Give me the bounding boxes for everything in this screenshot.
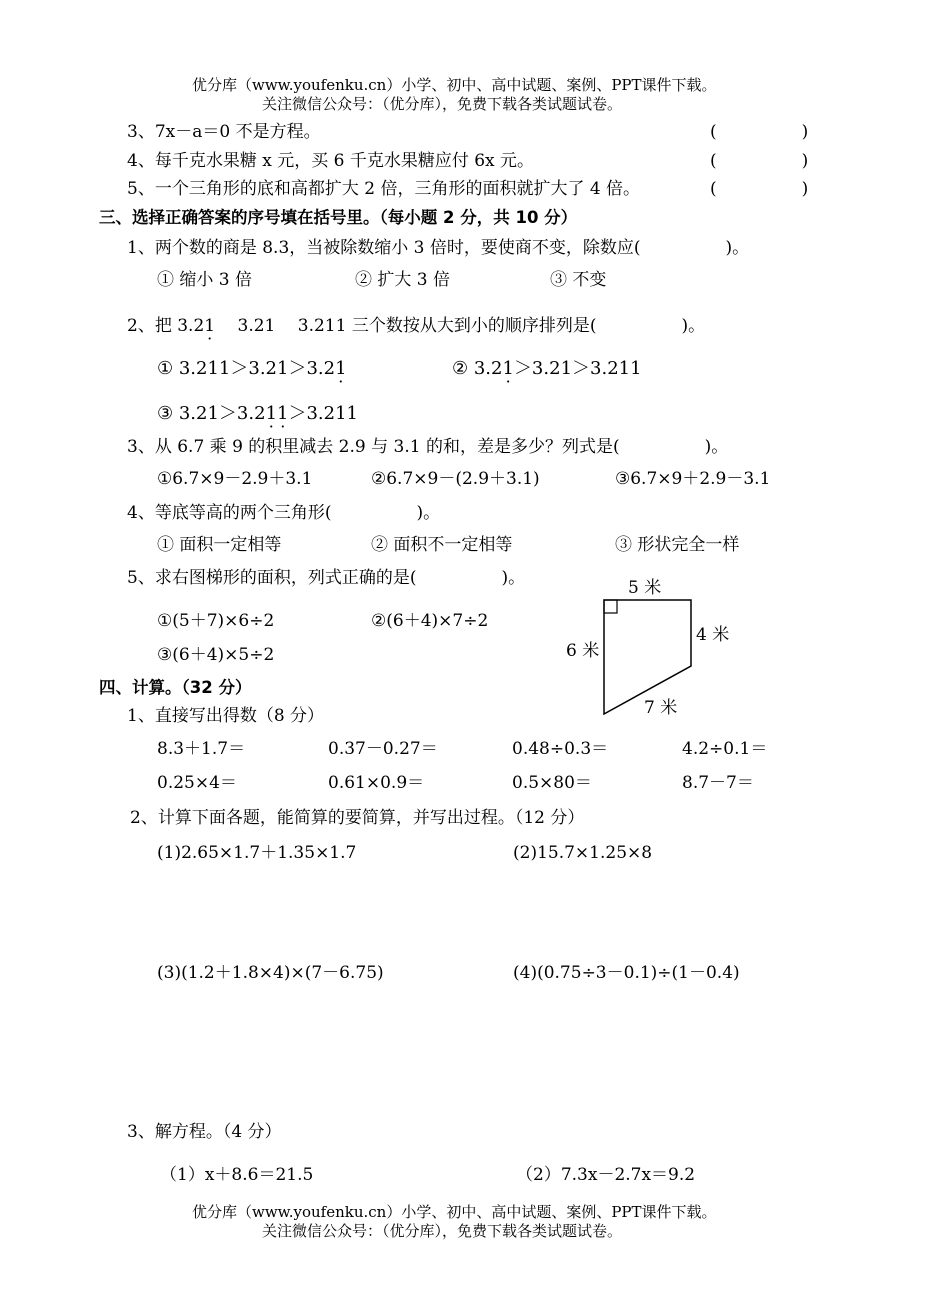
choice-q4-option: ① 面积一定相等 <box>157 535 282 555</box>
calc-item: 8.7－7＝ <box>682 773 754 793</box>
equation: （2）7.3x－2.7x＝9.2 <box>516 1165 696 1185</box>
judge-q4: 4、每千克水果糖 x 元，买 6 千克水果糖应付 6x 元。 <box>127 151 535 171</box>
figure-top-label: 5 米 <box>628 578 662 598</box>
footer-line-1: 优分库（www.youfenku.cn）小学、初中、高中试题、案例、PPT课件下载。 <box>192 1203 717 1221</box>
right-angle-mark <box>604 600 617 613</box>
calc-problem: (2)15.7×1.25×8 <box>513 843 653 863</box>
calc-problem: (3)(1.2＋1.8×4)×(7－6.75) <box>157 963 384 983</box>
choice-q3-option: ③6.7×9＋2.9－3.1 <box>615 469 771 489</box>
section-3-title: 三、选择正确答案的序号填在括号里。（每小题 2 分，共 10 分） <box>99 208 578 227</box>
choice-q2-stem: 2、把 3.21 · 3.21 3.211 三个数按从大到小的顺序排列是( )。 <box>127 316 705 336</box>
footer-line-2: 关注微信公众号：（优分库），免费下载各类试题试卷。 <box>262 1222 623 1240</box>
calc-item: 4.2÷0.1＝ <box>682 739 768 759</box>
calc-part1-title: 1、直接写出得数（8 分） <box>127 706 325 726</box>
choice-q4-option: ③ 形状完全一样 <box>615 535 740 555</box>
choice-q1-stem: 1、两个数的商是 8.3，当被除数缩小 3 倍时，要使商不变，除数应( )。 <box>127 238 750 258</box>
answer-bracket: ( ) <box>710 179 809 199</box>
trapezoid-shape <box>604 600 691 714</box>
choice-q5-option: ①(5＋7)×6÷2 <box>157 611 275 631</box>
answer-bracket: ( ) <box>710 122 809 142</box>
calc-part3-title: 3、解方程。（4 分） <box>127 1122 282 1142</box>
calc-item: 0.25×4＝ <box>157 773 237 793</box>
choice-q1-option: ③ 不变 <box>550 270 607 290</box>
judge-q3: 3、7x－a＝0 不是方程。 <box>127 122 321 142</box>
equation: （1）x＋8.6＝21.5 <box>160 1165 314 1185</box>
choice-q5-stem: 5、求右图梯形的面积，列式正确的是( )。 <box>127 568 526 588</box>
choice-q3-option: ①6.7×9－2.9＋3.1 <box>157 469 313 489</box>
choice-q2-option-3: ③ 3.21＞3.21 ·1 ·＞3.211 <box>157 403 358 425</box>
choice-q1-option: ① 缩小 3 倍 <box>157 270 253 290</box>
calc-part2-title: 2、计算下面各题，能简算的要简算，并写出过程。（12 分） <box>130 808 585 828</box>
choice-q4-option: ② 面积不一定相等 <box>371 535 513 555</box>
figure-bottom-label: 7 米 <box>644 698 678 718</box>
choice-q3-option: ②6.7×9－(2.9＋3.1) <box>371 469 540 489</box>
choice-q2-option-1: ① 3.211＞3.21＞3.21 · <box>157 358 347 380</box>
choice-q5-option: ③(6＋4)×5÷2 <box>157 645 275 665</box>
header-line-2: 关注微信公众号：（优分库），免费下载各类试题试卷。 <box>262 95 623 113</box>
choice-q4-stem: 4、等底等高的两个三角形( )。 <box>127 503 441 523</box>
choice-q3-stem: 3、从 6.7 乘 9 的积里减去 2.9 与 3.1 的和，差是多少？列式是( )。 <box>127 437 729 457</box>
header-line-1: 优分库（www.youfenku.cn）小学、初中、高中试题、案例、PPT课件下载。 <box>192 76 717 94</box>
answer-bracket: ( ) <box>710 151 809 171</box>
figure-left-label: 6 米 <box>566 641 600 661</box>
calc-item: 0.61×0.9＝ <box>328 773 425 793</box>
calc-item: 0.48÷0.3＝ <box>512 739 609 759</box>
choice-q2-option-2: ② 3.21 ·＞3.21＞3.211 <box>452 358 642 380</box>
judge-q5: 5、一个三角形的底和高都扩大 2 倍，三角形的面积就扩大了 4 倍。 <box>127 179 641 199</box>
calc-problem: (1)2.65×1.7＋1.35×1.7 <box>157 843 357 863</box>
section-4-title: 四、计算。（32 分） <box>99 678 252 697</box>
choice-q1-option: ② 扩大 3 倍 <box>355 270 451 290</box>
calc-item: 0.37－0.27＝ <box>328 739 438 759</box>
calc-item: 0.5×80＝ <box>512 773 592 793</box>
figure-right-label: 4 米 <box>696 625 730 645</box>
calc-item: 8.3＋1.7＝ <box>157 739 246 759</box>
choice-q5-option: ②(6＋4)×7÷2 <box>371 611 489 631</box>
calc-problem: (4)(0.75÷3－0.1)÷(1－0.4) <box>513 963 740 983</box>
